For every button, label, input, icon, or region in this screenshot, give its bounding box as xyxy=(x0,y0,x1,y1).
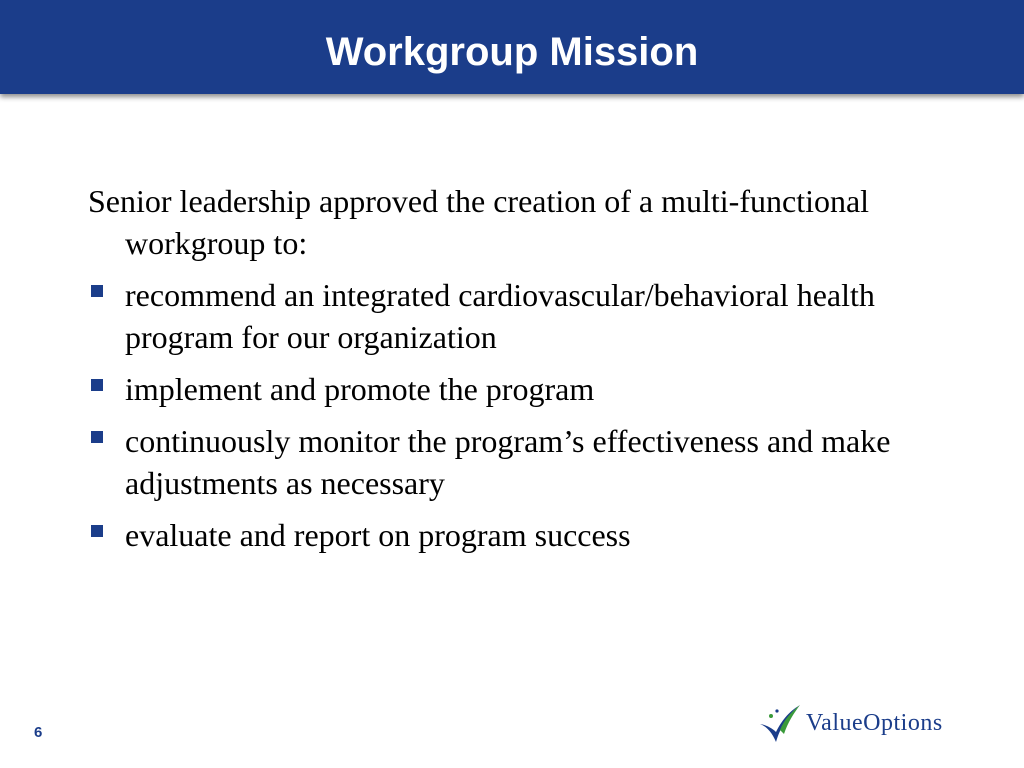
checkmark-swoosh-icon xyxy=(758,702,804,748)
title-bar xyxy=(0,0,1024,94)
bullet-text: continuously monitor the program’s effectiveness and make adjustments as necessary xyxy=(125,423,891,501)
bullet-item xyxy=(88,420,948,504)
bullet-item xyxy=(88,514,948,556)
square-bullet-icon xyxy=(91,525,103,537)
intro-text: Senior leadership approved the creation of a multi-functional workgroup to: xyxy=(88,183,870,261)
bullet-text: evaluate and report on program success xyxy=(125,517,631,553)
page-number: 6 xyxy=(34,724,43,741)
logo-wordmark: ValueOptions xyxy=(806,710,943,736)
square-bullet-icon xyxy=(91,431,103,443)
slide-body xyxy=(88,180,948,566)
slide-title: Workgroup Mission xyxy=(325,30,699,74)
valueoptions-logo xyxy=(758,702,998,748)
bullet-item xyxy=(88,368,948,410)
bullet-text: implement and promote the program xyxy=(125,371,595,407)
bullet-item xyxy=(88,274,948,358)
bullet-list xyxy=(88,274,948,556)
square-bullet-icon xyxy=(91,379,103,391)
square-bullet-icon xyxy=(91,285,103,297)
bullet-text: recommend an integrated cardiovascular/behavioral health program for our organization xyxy=(125,277,875,355)
